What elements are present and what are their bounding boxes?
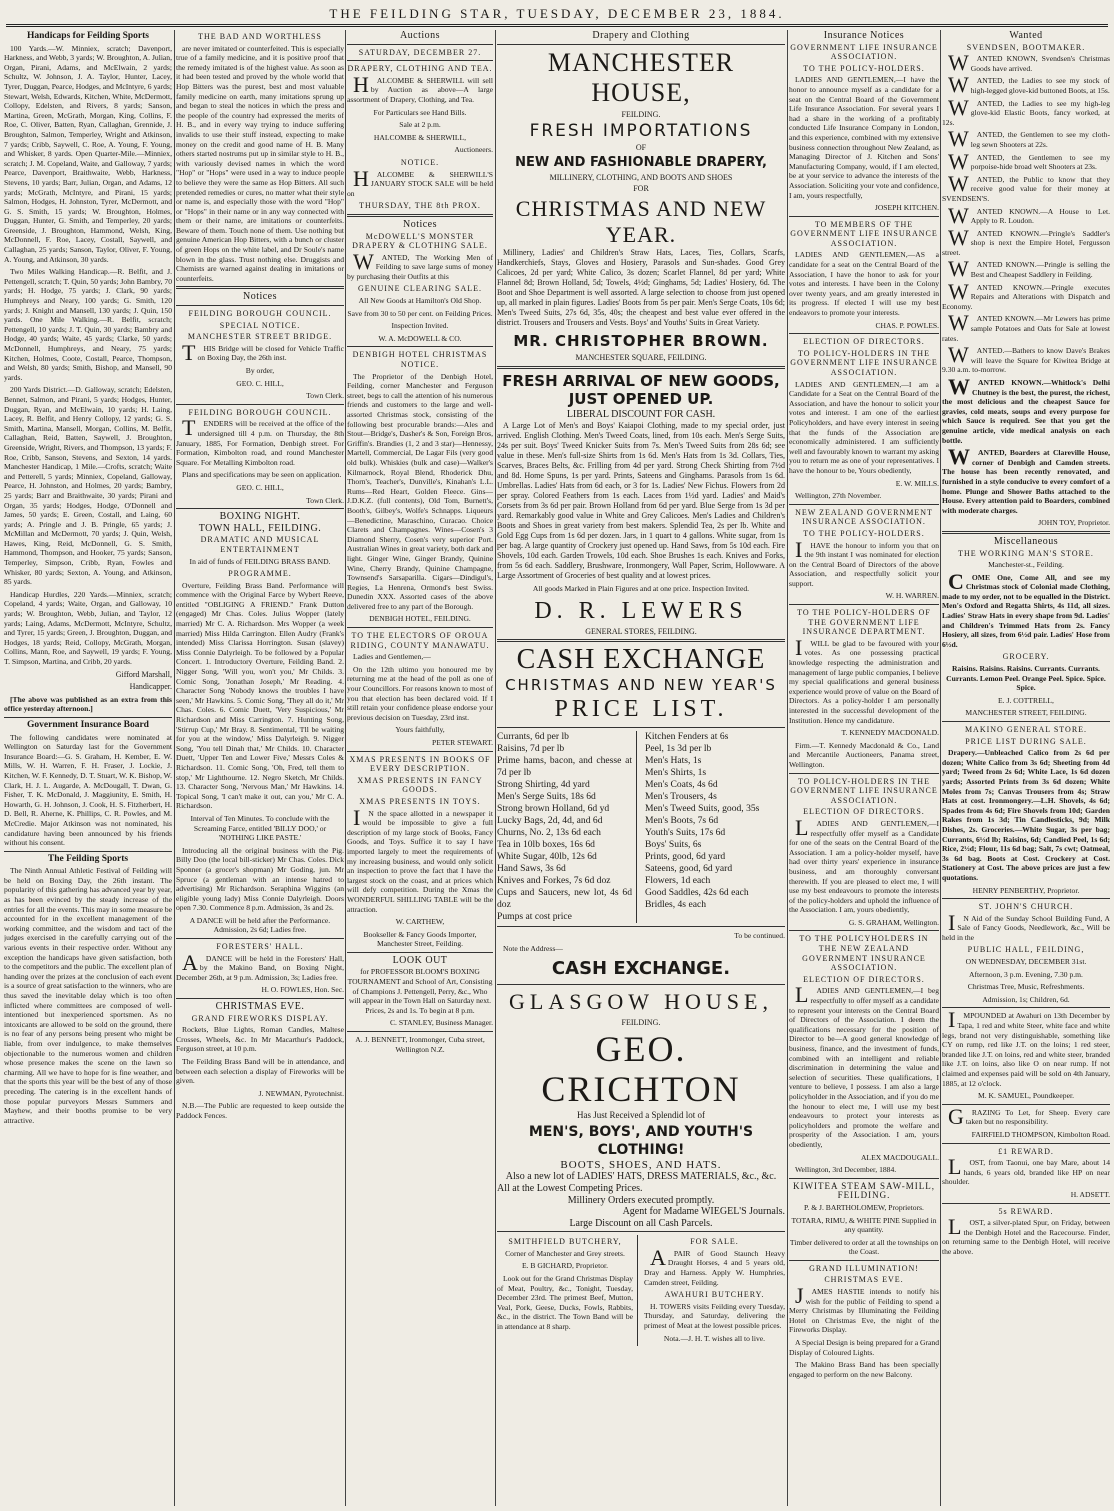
wanted-ad: WANTED KNOWN.—Pringle's Saddler's shop is next the Empire Hotel, Fergusson street. xyxy=(942,224,1110,257)
ad-heading: SVENDSEN, BOOTMAKER. xyxy=(966,42,1086,52)
ad-signature: H. ADSETT. xyxy=(1070,1189,1110,1199)
column-1 xyxy=(4,30,172,1506)
wanted-ad: WANTED, the Public to know that they receive good value for their money at SVENDSEN'S. xyxy=(942,170,1110,203)
divider xyxy=(497,639,785,642)
divider xyxy=(942,721,1110,722)
divider xyxy=(789,773,939,774)
smithfield-ad xyxy=(497,1235,638,1346)
price-list-item: Flowers, 1d each xyxy=(645,875,711,887)
ad-heading: CHRISTMAS EVE. xyxy=(824,1275,904,1285)
price-list-item: Good Saddles, 42s 6d each xyxy=(645,887,749,899)
column-divider xyxy=(345,30,346,1506)
ad-heading: BOXING NIGHT. xyxy=(219,511,301,523)
price-list-right xyxy=(645,731,785,923)
wanted-ad: WANTED, the Ladies to see my stock of high-legged glove-kid buttoned Boots, at 15s. xyxy=(948,72,1110,98)
ad-heading: NEW ZEALAND GOVERNMENT INSURANCE ASSOCIATION. xyxy=(795,507,933,527)
ad-line: Wellington, 3rd December, 1884. xyxy=(795,1165,897,1175)
divider xyxy=(789,333,939,334)
price-list-item: Bridles, 4s each xyxy=(645,899,707,911)
divider xyxy=(176,938,344,939)
price-list-item: Sateens, good, 6d yard xyxy=(645,863,733,875)
ad-line: Manchester-st., Feilding. xyxy=(988,560,1064,570)
ad-headline: CASH EXCHANGE xyxy=(516,644,766,676)
ad-subheading: PRICE LIST DURING SALE. xyxy=(965,736,1087,746)
divider xyxy=(789,504,939,505)
price-list-item: Men's Shirts, 1s xyxy=(645,767,707,779)
article-heading: Handicaps for Feilding Sports xyxy=(26,31,150,41)
ad-line: Ladies and Gentlemen,— xyxy=(353,652,431,662)
ad-body: TENDERS will be received at the office of the undersigned till 4 p.m. on Thursday, the 8th January, 1885, For Formation, Denbigh street. For Formation, Kimbolton road, and round Manchester Square. For Metalling Kimbolton road. xyxy=(176,415,344,467)
ad-line: E. B GICHARD, Proprietor. xyxy=(521,1261,609,1271)
price-list-item: Men's Tweed Suits, good, 35s xyxy=(645,803,760,815)
ad-signature: JOHN TOY, Proprietor. xyxy=(1038,518,1110,528)
column-2 xyxy=(176,30,344,1506)
ad-heading: FOR SALE. xyxy=(690,1237,739,1247)
ad-heading: DENBIGH HOTEL CHRISTMAS NOTICE. xyxy=(352,350,488,370)
divider xyxy=(497,1231,785,1232)
ad-body: On the 12th ultimo you honoured me by returning me at the head of the poll as one of your Councillors. For reasons known to most of you that election has been declared void. If I still retain your confidence please endorse your previous decision on Tuesday, 23rd inst. xyxy=(347,664,493,722)
ad-body: LADIES AND GENTLEMEN,—I beg respectfully to offer myself as a candidate to represent your interests on the Central Board of Directors of the Association. I deem the qualifications necessary for the position of Director to be—A good general knowledge of business, finance, and the investment of funds, combined with an intelligent and reliable discrimination in determining the value and selection of securities. These qualifications, I venture to believe, I possess. I am also a large policyholder in the Association, and if you do me the honour to elect me, I will use my best endeavours to protect your interests as policyholders and promote the welfare and prosperity of the Association. I am, yours obediently, xyxy=(789,982,939,1149)
divider xyxy=(347,60,493,61)
ad-line: Agent for Madame WIEGEL'S Journals. xyxy=(622,1206,785,1218)
ad-subheading: GENUINE CLEARING SALE. xyxy=(358,284,482,294)
ad-heading: ST. JOHN'S CHURCH. xyxy=(978,902,1074,912)
price-list-item: Strong Shirting, 4d yard xyxy=(497,779,590,791)
ad-body: APAIR of Good Staunch Heavy Draught Horses, 4 and 5 years old, Dray and Harness. Apply W. Humphries, Camden street, Feilding. xyxy=(644,1244,785,1287)
ad-body: H. TOWERS visits Feilding every Tuesday, Thursday, and Saturday, delivering the primest of Meat at the lowest possible prices. xyxy=(644,1301,785,1331)
ad-heading: KIWITEA STEAM SAW-MILL, FEILDING. xyxy=(792,1180,935,1201)
ad-body: HALCOMBE & SHERWILL will sell by Auction as above—A large assortment of Drapery, Clothing, and Tea. xyxy=(347,71,493,104)
ad-line: To be continued. xyxy=(734,931,785,941)
ad-body: Rockets, Blue Lights, Roman Candles, Maltese Crosses, Wheels, &c. In Mr Macarthur's Paddock, Ferguson street, at 10 p.m. xyxy=(176,1025,344,1054)
ad-body: The Feilding Brass Band will be in attendance, and between each selection a display of Fireworks will be given. xyxy=(176,1057,344,1086)
signature-title: Handicapper. xyxy=(129,682,172,692)
ad-signature: ALEX MACDOUGALL. xyxy=(860,1152,939,1162)
wanted-ad: WANTED, the Ladies to see my high-leg glove-kid Elastic Boots, fancy worked, at 12s. xyxy=(942,94,1110,127)
ad-line: DENBIGH HOTEL, FEILDING. xyxy=(369,614,471,624)
ad-subheading: TO THE POLICY-HOLDERS. xyxy=(803,528,925,538)
ad-line: Afternoon, 3 p.m. Evening, 7.30 p.m. xyxy=(969,969,1083,979)
price-list-item: Men's Serge Suits, 18s 6d xyxy=(497,791,596,803)
wanted-ad: WANTED KNOWN.—Pringle is selling the Best and Cheapest Saddlery in Feilding. xyxy=(948,256,1110,282)
ad-line: Save from 30 to 50 per cent. on Feilding Prices. xyxy=(347,308,493,318)
ad-heading: TO POLICY-HOLDERS IN THE GOVERNMENT LIFE INSURANCE ASSOCIATION. xyxy=(790,776,938,805)
ad-heading: TOWN HALL, FEILDING. xyxy=(198,522,322,534)
ad-line: FEILDING. xyxy=(621,1017,661,1027)
ad-line: All goods Marked in Plain Figures and at one price. Inspection Invited. xyxy=(532,584,750,594)
butchery-ads xyxy=(497,1235,785,1346)
price-list-item: Men's Coats, 4s 6d xyxy=(645,779,718,791)
ad-headline: MANCHESTER HOUSE, xyxy=(547,47,735,107)
ad-body: ADANCE will be held in the Foresters' Hall, by the Makino Band, on Boxing Night, December 26th, at 9 p.m. Admission, 3s; Ladies free. xyxy=(176,949,344,982)
ad-line: Inspection Invited. xyxy=(391,321,449,331)
price-list-item: Lucky Bags, 2d, 4d, and 6d xyxy=(497,815,603,827)
ad-line: Large Discount on all Cash Parcels. xyxy=(569,1217,713,1229)
divider xyxy=(789,930,939,931)
ad-body: GRAZING To Let, for Sheep. Every care taken but no responsibility. xyxy=(948,1103,1110,1129)
ad-line: PETER STEWART. xyxy=(432,738,493,747)
ad-heading: THURSDAY, THE 8th PROX. xyxy=(359,201,481,211)
price-list-left xyxy=(497,731,637,923)
divider xyxy=(497,366,785,369)
ad-heading: MAKINO GENERAL STORE. xyxy=(964,725,1088,734)
article-body: The Ninth Annual Athletic Festival of Feilding will be held on Boxing Day, the 26th instant. The popularity of this gathering has advanced year by year, as has been evinced by the steady increase of the entries for all the events. This may in some measure be accounted for in the excellent management of the working committee, and the wisdom and tact of the judges exercised in the carefully carrying out of the various events in their respective order. Without any exception the handicaps have given satisfaction, both to the competitors and the public. The excellent plan of handing over the prizes at the conclusion of each event is a source of great satisfaction to the winners, who are thus saved the inevitable delay which is too often inflicted where committees are composed of well-intentioned but inexperienced sportsmen. As no intoxicants are allowed to be sold on the ground, there is no fear of any persons being present who might be liable, from over indulgence, to make themselves objectionable to the numerous women and children whose presence makes the scene on the lawn so charming. All we have to hope for is fine weather, and that the sports this year will be the best of any of those preceding. The catering is in the excellent hands of those popular purveyors Messrs Summers and Mayhew, and their booths promise to be very attractive. xyxy=(4,866,172,1125)
price-list-item: Hand Saws, 3s 6d xyxy=(497,863,566,875)
divider xyxy=(942,1007,1110,1008)
ad-signature: G. S. GRAHAM, Wellington. xyxy=(848,917,939,927)
ad-headline: CHRISTMAS AND NEW YEAR. xyxy=(515,195,767,247)
ad-subheading: BOOTS, SHOES, AND HATS. xyxy=(560,1158,722,1171)
ad-signature: D. R. LEWERS xyxy=(534,597,748,624)
divider xyxy=(942,898,1110,899)
ad-line: MANCHESTER SQUARE, FEILDING. xyxy=(575,352,707,362)
section-heading: Miscellaneous xyxy=(993,535,1059,547)
ad-heading: SMITHFIELD BUTCHERY, xyxy=(508,1237,622,1247)
for-sale-ad xyxy=(644,1235,785,1346)
ad-line: Corner of Manchester and Grey streets. xyxy=(505,1248,625,1258)
column-5 xyxy=(789,30,939,1506)
column-divider xyxy=(495,30,496,1506)
ad-body: LOST, from Taonui, one bay Mare, about 14 hands, 6 years old, branded like HP on near shoulder. xyxy=(942,1154,1110,1187)
wanted-ad: WANTED.—Bathers to know Dave's Brakes will leave the Square for Kiwitea Bridge at 9.30 a.m. to-morrow. xyxy=(942,342,1110,375)
section-heading: Auctions xyxy=(399,30,441,41)
ad-heading: NOTICE. xyxy=(400,157,440,167)
ad-heading: THE BAD AND WORTHLESS xyxy=(198,32,322,41)
divider xyxy=(942,531,1110,534)
divider xyxy=(347,346,493,347)
divider xyxy=(347,214,493,217)
ad-body: HALCOMBE & SHERWILL'S JANUARY STOCK SALE will be held on xyxy=(347,165,493,198)
column-4 xyxy=(497,30,785,1506)
section-heading: Insurance Notices xyxy=(823,30,905,41)
ad-heading: CHRISTMAS EVE. xyxy=(215,1001,305,1013)
article-body: 100 Yards.—W. Minniex, scratch; Davenport, Harkness, and Webb, 3 yards; W. Broughton, A. Julian, Organ, Pirani, Adams, and McElwain, 2 yards; Schultz, W. Johnson, J. A. Taylor, Hunter, Lacey, Tyrer, Duggan, Pearce, Hodges, and McIntyre, 6 yards; Stewart, Welsh, Edwards, Kitchen, White, McDermott, Collopy, Edelsten, and Rivers, 8 yards; Sanson, Martina, Green, McGrath, Morgan, King, Collins, F. Roe, C. Oliver, Batten, Ryan, Callaghan, Grennide, J. Broughton, Salmon, Temperley, Wright and Atkinson, 7 yards; Cribb, Saywell, C. Roe, A. Young, F. Young, and Whisker, 8 yards. Open Quarter-Mile.—Minniex, scratch; J. M. Copeland, Waite, and Galloway, 7 yards; Pearce, Davenport, Braithwaite, Webb, Harkness, Stevens, 10 yards; Barr, Julian, Organ, and Adams, 12 yards; McGrath, McIntyre, and Pirani, 15 yards; Salmon, Hodges, H. Johnston, Tyrer, McDermott, and G. S. Smith, 15 yards; W. Broughton, Holmes, Duggan, Hunter, G. Smith, and Temperley, 20 yards; Greenside, J. Broughton, Hammond, Welsh, King, McDonnell, F. Roe, Lacey, Costall, Saywell, and Callaghan, 25 yards; Sanson, Taylor, Oliver, F. Young, A. Young, and Atkinson, 30 yards. xyxy=(4,43,172,264)
divider xyxy=(347,751,493,752)
ad-line: W. A. McDOWELL & CO. xyxy=(378,333,462,343)
wanted-ad: WANTED, the Gentlemen to see my porpoise-hide broad welt Shooters at 23s. xyxy=(948,148,1110,174)
ad-body: JAMES HASTIE intends to notify his wish for the public of Feilding to spend a Merry Christmas by Illuminating the Feilding Hotel on Christmas Eve, the night of the Fireworks Display. xyxy=(789,1283,939,1335)
divider xyxy=(942,1203,1110,1204)
ad-line: Millinery Orders executed promptly. xyxy=(567,1194,715,1206)
ad-subheading: FEILDING. xyxy=(621,109,661,119)
divider xyxy=(4,717,172,718)
ad-body: A Special Design is being prepared for a Grand Display of Coloured Lights. xyxy=(789,1338,939,1357)
ad-body: Look out for the Grand Christmas Display of Meat, Poultry, &c., Tonight, Tuesday, December 23rd. The primest Beef, Mutton, Veal, Pork, Geese, Ducks, Fowls, Rabbits, &c., in the district. The Town Band will be in attendance at 8 sharp. xyxy=(497,1274,633,1332)
ad-line: All New Goods at Hamilton's Old Shop. xyxy=(358,296,482,306)
ad-headline: GEO. CRICHTON xyxy=(541,1029,741,1110)
ad-body: Plans and specifications may be seen on application. xyxy=(182,470,342,480)
ad-line: Firm.—T. Kennedy Macdonald & Co., Land and Mercantile Auctioneers, Panama street, Wellington. xyxy=(789,740,939,769)
ad-signature: MR. CHRISTOPHER BROWN. xyxy=(513,331,769,350)
ad-line: GENERAL STORES, FEILDING. xyxy=(585,626,697,636)
section-heading: Notices xyxy=(242,291,278,303)
ad-heading: FORESTERS' HALL. xyxy=(216,942,304,952)
ad-subheading: LIBERAL DISCOUNT FOR CASH. xyxy=(566,408,716,420)
article-heading: Government Insurance Board xyxy=(27,719,149,730)
ad-body: LADIES AND GENTLEMEN,—I have the honor to announce myself as a candidate for a seat on the Central Board of the Government Life Insurance Association. For several years I had a share in the working of a profitably conducted Life Insurance Company in London, and this experience, combined with my extensive business connection throughout New Zealand, as Managing Director of J. Kitchen and Sons' Manufacturing Company, would, if I am elected, be at your service to advance the interests of the Association. Soliciting your vote and confidence, I am, yours respectfully, xyxy=(789,75,939,200)
price-list-item: Currants, 6d per lb xyxy=(497,731,569,743)
masthead: THE FEILDING STAR, TUESDAY, DECEMBER 23, 1884. xyxy=(329,6,785,21)
ad-body: N.B.—The Public are requested to keep outside the Paddock Fences. xyxy=(176,1101,344,1120)
ad-line: Sale at 2 p.m. xyxy=(399,120,441,130)
ad-line: Christmas Tree, Music, Refreshments. xyxy=(967,982,1085,992)
ad-heading: FEILDING BOROUGH COUNCIL. xyxy=(188,309,332,319)
ad-heading: McDOWELL'S MONSTER DRAPERY & CLOTHING SALE. xyxy=(352,231,488,251)
ad-line: OF xyxy=(635,143,647,153)
ad-line: GEO. C. HILL, xyxy=(236,482,284,492)
ad-subheading: ELECTION OF DIRECTORS. xyxy=(803,974,925,984)
ad-subheading: TO THE POLICY-HOLDERS. xyxy=(803,63,925,73)
ad-heading: TO POLICY-HOLDERS IN THE GOVERNMENT LIFE INSURANCE ASSOCIATION. xyxy=(790,348,938,377)
price-list-item: Kitchen Fenders at 6s xyxy=(645,731,729,743)
price-list xyxy=(497,727,785,927)
article-body: The following candidates were nominated at Wellington on Saturday last for the Government Insurance Board:—G. S. Graham, H. Kember, E. W. Mills, W. H. Warren, F. H. Fraser, J. Lockie, J. Kitchen, W. F. Kennedy, D. T. Stuart, W. K. Bishop, W. Clark, H. J. L. Augarde, A. McDougall, T. Dwan, G. Fisher, T. K. McDonald, J. Maggiunity, E. Smith, H. Howarth, G. H. Johnson, J. Cook, H. S. Fitzherbert, H. D. Bell, R. Aherne, K. Phillips, C. R. Powles, and M. McCredie. Major Atkinson was not nominated, his candidature having been announced by his friends without his consent. xyxy=(4,732,172,848)
price-list-item: Strong brown Holland, 6d yd xyxy=(497,803,610,815)
wanted-ad: WANTED KNOWN, Svendsen's Christmas Goods have arrived. xyxy=(948,50,1110,76)
ad-line: ON WEDNESDAY, DECEMBER 31st. xyxy=(965,957,1087,967)
section-heading: Drapery and Clothing xyxy=(592,30,690,41)
ad-line: H. O. FOWLES, Hon. Sec. xyxy=(261,985,344,995)
divider xyxy=(789,1260,939,1261)
ad-body: Overture, Feilding Brass Band. Performance will commence with the Original Farce by Wybert Reeve, entitled "OBLIGING A FRIEND." Frank Dutton (engaged) Mr Chas. Coles. Julius Wopper (lately married) Mr C. A. Richardson. Mrs Wopper (a week married) Miss Hilda Carrington. Ellen Audry (Frank's intended) Miss Clarissa Horrington. Susan (slavey) Miss Connie Dalyrleigh. To be followed by a Popular Concert. 1. Introductory Overture, Feilding Band. 2. Nigger Song, 'Will you, won't you,' Mr Childs. 3. Comic Song, 'Jonathan Joseph,' Mr Reading. 4. Character Song 'Nobody knows the troubles I have seen,' Mr Hawkins. 5. Comic Song, 'They all do it,' Mr Chas. Coles. 6. Comic Duett, 'Very Suspicious,' Mr Richardson and Miss Carrington. 7. Hunting Song, 'Stirrup Cup,' Mr Bray. 8. Sentimental, 'I'll be waiting for you at the window,' Miss Dalyrleigh. 9. Nigger Song, 'You tell Dinah that,' Mr Childs. 10. Character Duett, 'Upper Ten and Lower Five,' Messrs Coles & Richardson. 11. Comic Song, 'Oh, Fred, tell them to stop,' Mr Lighthourne. 12. Negro Sketch, Mr Childs. 13. Character Song, 'Nervous Man,' Mr Hawkins. 14. Topical Song, 'I can't make it out, can you,' Mr C. A. Richardson. xyxy=(176,580,344,811)
ad-heading: DRAPERY, CLOTHING AND TEA. xyxy=(347,64,493,74)
article-body: Two Miles Walking Handicap.—R. Belfit, and J. Pettengell, scratch; T. Quin, 50 yards; John Bambry, 70 yards; H. Hodge, 75 yards; J. Clark, 90 yards; Humphreys and Neary, 100 yards; G. Smith, 120 yards; J. Knight and Mansell, 130 yards; J. Quin, 150 yards. One Mile Walking.—R. Belfit, scratch; Pettengell, 10 yards; J. T. Quin, 30 yards; Bambry and Hodge, 40 yards; Waite, 45 yards; Clarke, 50 yards; McDonnell, Humphreys, and Neary, 75 yards; Kitchen, Holmes, Coote, Costall, Pearce, Thompson, and Welsh, 80 yards; Smith, Bishop, and Mansell, 90 yards. xyxy=(4,267,172,382)
ad-body: IMPOUNDED at Awahuri on 13th December by Tapa, 1 red and white Steer, white face and white legs, brand not very distinguishable, something like CY on rump, red like J.T. on the loins; 1 red steer, branded like J.T. on loins, red and white steer, branded like J.T. on loins, also like O on near rump. If not claimed and expenses paid will be sold on 4th January, 1885, at 12 o'clock. xyxy=(942,1007,1110,1088)
ad-line: Bookseller & Fancy Goods Importer, Manchester Street, Feilding. xyxy=(363,929,477,949)
ad-body: COME One, Come All, and see my Christmas stock of Colonial made Clothing, made to my order, not to be equalled in the District. Men's Oxford and Regatta Shirts, 4s 11d, all sizes. Ladies' Straw Hats in every shape from 9d. Ladies' and Children's Trimmed Hats from 2s. Fancy Hosiery, all sizes, from 6½d pair. Ladies' Hose from 6½d. xyxy=(942,568,1110,649)
ad-subheading: ELECTION OF DIRECTORS. xyxy=(803,807,925,817)
ad-subheading: MILLINERY, CLOTHING, AND BOOTS AND SHOES xyxy=(549,172,733,182)
divider xyxy=(176,998,344,999)
price-list-item: Youth's Suits, 17s 6d xyxy=(645,827,726,839)
price-list-item: Men's Trousers, 4s xyxy=(645,791,717,803)
ad-heading: THE WORKING MAN'S STORE. xyxy=(958,548,1094,558)
ad-heading: TO THE POLICY-HOLDERS OF THE GOVERNMENT LIFE INSURANCE DEPARTMENT. xyxy=(797,608,931,637)
ad-heading: 5s REWARD. xyxy=(998,1206,1054,1216)
ad-heading: TO MEMBERS OF THE GOVERNMENT LIFE INSURANCE ASSOCIATION. xyxy=(790,219,938,248)
ad-heading: TO THE POLICYHOLDERS IN THE NEW ZEALAND GOVERNMENT INSURANCE ASSOCIATION. xyxy=(799,934,929,973)
ad-headline: FRESH ARRIVAL OF NEW GOODS, xyxy=(502,371,780,390)
ad-heading: GOVERNMENT LIFE INSURANCE ASSOCIATION. xyxy=(790,42,938,62)
section-heading: Notices xyxy=(402,218,438,230)
divider xyxy=(942,1143,1110,1144)
ad-heading: AWAHURI BUTCHERY. xyxy=(664,1290,765,1300)
ad-signature: FAIRFIELD THOMPSON, Kimbolton Road. xyxy=(971,1129,1110,1139)
divider xyxy=(176,286,344,289)
ad-signature: W. H. WARREN. xyxy=(885,591,939,601)
ad-signature: T. KENNEDY MACDONALD. xyxy=(841,728,939,738)
ad-body: LADIES AND GENTLEMEN,—I am a Candidate for a Seat on the Central Board of the Association, and have the honour to solicit your votes and interest. I am one of the earliest Policyholders, and have every interest in seeing that the funds of the Association are economically administered. I am sufficiently well and favourably known to warrant my asking you to return me as one of your representatives. I have the honour to be, Yours obediently, xyxy=(789,379,939,475)
ad-heading: XMAS PRESENTS IN FANCY GOODS. xyxy=(357,775,483,795)
ad-signature: CHAS. P. POWLES. xyxy=(875,320,939,330)
ad-body: are never imitated or counterfeited. This is especially true of a family medicine, and it is positive proof that the remedy imitated is of the highest value. As soon as it had been tested and proved by the whole world that Hop Bitters was the purest, best and most valuable family medicine on earth, many imitations sprung up and began to steal the notices in which the press and the people of the country had expressed the merits of H. B., and in every way trying to induce suffering invalids to use their stuff instead, expecting to make money on the credit and good name of H. B. Many others started nostrums put up in similar style to H. B., with variously devised names in which the word "Hop" or "Hops" were used in a way to induce people to believe they were the same as Hop Bitters. All such pretended remedies or cures, no matter what their style or name is, and especially those with the word "Hop" or "Hops" in their name or in any way connected with them or their name, are imitations or counterfeits. Beware of them. Touch none of them. Use nothing but genuine American Hop Bitters, with a bunch or cluster of green Hops on the white label, and Dr Soule's name blown in the glass. Trust nothing else. Druggists and Chemists are warned against dealing in imitations or counterfeits. xyxy=(176,43,344,283)
ad-line: Has Just Received a Splendid lot of xyxy=(577,1110,705,1121)
price-list-item: Tea in 10lb boxes, 16s 6d xyxy=(497,839,595,851)
divider xyxy=(176,404,344,405)
price-list-item: Prints, good, 6d yard xyxy=(645,851,726,863)
ad-body: The Makino Brass Band has been specially engaged to perform on the new Balcony. xyxy=(789,1360,939,1379)
ad-heading: XMAS PRESENTS IN BOOKS OF EVERY DESCRIPTION. xyxy=(349,754,491,774)
ad-line: HALCOMBE & SHERWILL, xyxy=(373,132,467,142)
ad-subheading: GROCERY. xyxy=(1002,652,1050,662)
ad-line: Auctioneers. xyxy=(454,145,493,155)
divider xyxy=(176,508,344,509)
ad-body: LADIES AND GENTLEMEN,—AS a candidate for a seat on the Central Board of the Association, I have the honor to ask for your votes and interests. I have been in the Colony over twenty years, and am greatly interested in its progress. If elected I will use my best endeavors to promote your interests. xyxy=(789,250,939,318)
ad-headline: CHRISTMAS AND NEW YEAR'S xyxy=(505,676,777,695)
ad-body: Raisins. Raisins. Raisins. Currants. Currants. Currants. Lemon Peel. Orange Peel. Spice. Spice. Spice. xyxy=(946,664,1106,693)
price-list-item: Boys' Suits, 6s xyxy=(645,839,702,851)
ad-line: All at the Lowest Competing Prices. xyxy=(497,1182,643,1194)
divider xyxy=(789,216,939,217)
price-list-item: Prime hams, bacon, and chesse at 7d per lb xyxy=(497,755,632,779)
ad-signature: M. K. SAMUEL, Poundkeeper. xyxy=(978,1091,1074,1101)
ad-line: C. STANLEY, Business Manager. xyxy=(389,1018,493,1028)
divider xyxy=(347,44,493,45)
article-heading: The Feilding Sports xyxy=(47,853,129,864)
ad-body: THIS Bridge will be closed for Vehicle Traffic on Boxing Day, the 26th inst. xyxy=(182,339,344,365)
ad-line: FOR xyxy=(633,184,649,194)
ad-body: LADIES AND GENTLEMEN,—I respectfully offer myself as a Candidate for one of the seats on the Central Board of the Association. I am a policy-holder myself, have had over thirty years' experience in insurance business, and am thoroughly conversant therewith. If you are pleased to elect me, I will use my best endeavours to promote the interests of the policy-holders and uphold the influence of the Association. I am, yours obediently, xyxy=(789,814,939,915)
ad-line: Timber delivered to order at all the townships on the Coast. xyxy=(789,1237,939,1257)
wanted-ad: WANTED KNOWN.—Mr Lewers has prime sample Potatoes and Oats for Sale at lowest rates. xyxy=(942,310,1110,343)
ad-body: IWILL be glad to be favoured with your votes. As one possessing practical knowledge respecting the administration and management of large public companies, I believe my special qualifications and general business experience would prove of value on the Board of Directors. As a policy-holder I am personally interested in the successful development of the Institution. Hence my candidature. xyxy=(789,634,939,725)
ad-line: TOTARA, RIMU, & WHITE PINE Supplied in any quantity. xyxy=(791,1215,937,1235)
ad-line: MANCHESTER STREET, FEILDING. xyxy=(965,708,1087,718)
ad-line: For Particulars see Hand Bills. xyxy=(373,107,467,117)
ad-heading: ELECTION OF DIRECTORS. xyxy=(803,337,925,347)
ad-line: Interval of Ten Minutes. To conclude with the Screaming Farce, entitled 'BILLY DOO,' or 'NOTHING LIKE PASTE.' xyxy=(190,813,330,843)
ad-body: Millinery, Ladies' and Children's Straw Hats, Laces, Ties, Collars, Scarfs, Handkerchiefs, Stays, Gloves and Hosiery, Parasols and Sun-shades. Good Grey Calicoes, 2d per yard; White Calico, 3s dozen; Scarlet Flannel, 8d per yard; White Flannel 8d; Brown Holland, 5d; Towels, 4½d; Ginghams, 5d; Ladies' Hosiery, 6d. The Boot and Shoe Department is well assorted. A large selection to choose from just opened up, all marked in plain figures. Ladies' Boots from 5s per pair. Men's Serge Coats, 10s 6d; Men's Tweed Suits, 27s 6d, 35s, 40s; the cheapest and best value ever offered in the district. Trousers and Trousers and Vests. Boys' and Youths' Suits in Great Variety. xyxy=(497,247,785,327)
ad-body: A Large Lot of Men's and Boys' Kaiapoi Clothing, made to my special order, just arrived. English Clothing. Men's Tweed Coats, lined, from 10s each. Men's Serge Suits, 24s per suit. Boys' Tweed Knicker Suits from 7s. Men's Tweed Suits from 28s 6d; see value in these. Men's full-size Shirts from 1s 6d. Men's Hats from 1s 3d. Collars, Ties, Scarves, Braces Belts, &c. Frilling from 4d per yard. Strong Check Shirting from 7½d and 8d. Home Spuns, 1s per yard. Prints, Sateens and Ginghams. Parasols from 1s 6d. Umbrellas. Ladies' Hats from 6d each, or 3 for 1s. Ladies' New Fichus. Flowers from 2d per spray. Colored Feathers from 1s each. Laces from 1½d yard. Ladies' and Maid's Corsets from 3s 6d per pair. Brown Holland from 6d per yard. Blue Serge from 1s 3d per yard. Remarkably good value in White and Grey Calicoes. Men's Ladies and Children's Boots and Shoes in great variety from best makers. Splendid Tea, 2s per lb. White and Gold Egg Cups from 1s 6d per dozen. Jars, in 1 quart to 4 gallons. White sugar, from 1s per bag. A large quantity of Crockery just opened up. Hand Saws, from 5s 10d each. Fire Shovels, 10d each. Garden Trowels, 10d each. Shoe Brushes 1s each. Knives and Forks, from 5s 6d each. Saddlery, Brushware, Ironmongery, Wall Paper, Scrim, Hollowware. A Large Assortment of Groceries of best quality and at lowest prices. xyxy=(497,421,785,581)
ad-subheading: DRAMATIC AND MUSICAL ENTERTAINMENT xyxy=(200,535,320,554)
ad-subheading: GRAND FIREWORKS DISPLAY. xyxy=(191,1013,329,1023)
column-divider xyxy=(174,30,175,1506)
ad-line: Note the Address— xyxy=(503,943,563,953)
ad-line: A. J. BENNETT, Ironmonger, Cuba street, Wellington N.Z. xyxy=(355,1035,485,1054)
price-list-item: White Sugar, 40lb, 12s 6d xyxy=(497,851,597,863)
price-list-item: Raisins, 7d per lb xyxy=(497,743,565,755)
divider xyxy=(347,952,493,953)
section-heading: Wanted xyxy=(1009,30,1043,41)
ad-heading: LOOK OUT xyxy=(392,954,448,966)
ad-subheading: MANCHESTER STREET BRIDGE. xyxy=(187,332,333,342)
ad-headline: NEW AND FASHIONABLE DRAPERY, xyxy=(515,154,767,170)
price-list-item: Peel, 1s 3d per lb xyxy=(645,743,712,755)
masthead-rule xyxy=(6,24,1108,27)
ad-line: W. CARTHEW, xyxy=(395,917,445,927)
ad-headline: JUST OPENED UP. xyxy=(568,389,714,408)
wanted-ad: WANTED KNOWN.—Whitlock's Delhi Chutney is the best, the purest, the richest, the most delicious and the cheapest Sauce for gravies, cold meats, soups and every purpose for which Sauce is required. See that you get the genuine article, vide medical analysis on each bottle. xyxy=(942,374,1110,445)
article-body: 200 Yards District.—D. Galloway, scratch; Edelsten, Bennet, Salmon, and Pirani, 5 yards; Hodges, Hunter, Duggan, Ryan, and McElwain, 10 yards; H. Laing, Lacey, R. Belfit, and Henry Collopy, 12 yards; G. S. Smith, Martina, Mansell, Morgan, Collins, M. Belfit, Callaghan, Reid, Batten, Saywell, J. Broughton, Greenside, Wright, Rivers, and Thompson, 13 yards; F. Roe, Cribb, Sanson, Stevens, and Sexton, 14 yards. Manchester Handicap, 1 Mile.—Crofts, scratch; Waite and Petterell, 5 yards; Minniex, Copeland, Galloway, Pearce, H. Johnston, and Holmes, 20 yards; Bambry, 25 yards; Barr and Braithwaite, 30 yards; Pirani and Organ, 35 yards; Hodges, Hodge, O'Donnell and James, 50 yards; E. Green, Costall, and Laing, 60 yards; A. Pringle and J. B. Pringle, 65 yards; J. McMillan and McDermott, 70 yards; J. Quin, Welsh, Hawes, King, Reid, McDonnell, G. S. Smith, Hammond, Thompson, and Hooker, 75 yards; Sanson, Temperley, Simpson, Cribb, Ryan, Fowles and Whisker, 80 yards; Sexton, A. Young, and Atkinson, 85 yards. xyxy=(4,385,172,587)
divider xyxy=(497,44,785,45)
divider xyxy=(4,851,172,852)
ad-subheading: PROGRAMME. xyxy=(228,569,292,579)
editor-note: [The above was published as an extra from this office yesterday afternoon.] xyxy=(4,694,172,714)
ad-body: for PROFESSOR BLOOM'S BOXING TOURNAMENT and School of Art, Consisting of Champions J. Pettengell, Perry, &c., Who will appear in the Town Hall on Saturday next. Prices, 2s and 1s. To begin at 8 p.m. xyxy=(347,967,493,1015)
wanted-ad: WANTED KNOWN.—Pringle executes Repairs and Alterations with Dispatch and Economy. xyxy=(942,278,1110,311)
divider xyxy=(347,627,493,628)
ad-headline: CASH EXCHANGE. xyxy=(551,957,731,979)
price-list-item: Men's Hats, 1s xyxy=(645,755,702,767)
ad-signature: E. J. COTTRELL, xyxy=(998,695,1054,705)
ad-line: Wellington, 27th November. xyxy=(795,491,882,501)
column-divider xyxy=(940,30,941,1506)
ad-body: WANTED, The Working Men of Feilding to save large sums of money by purchasing their Outfits at this xyxy=(347,248,493,281)
ad-line: By order, xyxy=(245,366,275,375)
price-list-item: Churns, No. 2, 13s 6d each xyxy=(497,827,601,839)
ad-signature: HENRY PENBERTHY, Proprietor. xyxy=(972,885,1080,895)
ad-headline: MEN'S, BOYS', AND YOUTH'S CLOTHING! xyxy=(528,1123,754,1158)
ad-body: Introducing all the original business with the Pig. Billy Doo (the local bill-sticker) Mr Chas. Coles. Dick Sponner (a grocer's shopman) Mr Goding, jun. Mr Spruce (a gentleman with an intense hatred to advertising) Mr Richardson. Seraphina Wiggins (an eligible young lady) Miss Connie Dalyrleigh. Doors open 7.30. Commence 8 p.m. Admission, 3s and 2s. xyxy=(176,845,344,913)
ad-headline: PRICE LIST. xyxy=(554,696,728,723)
ad-line: J. NEWMAN, Pyrotechnist. xyxy=(258,1088,344,1098)
price-list-item: Men's Boots, 7s 6d xyxy=(645,815,719,827)
ad-signature: E. W. MILLS. xyxy=(895,478,939,488)
divider xyxy=(942,1104,1110,1105)
ad-heading: SATURDAY, DECEMBER 27. xyxy=(358,47,482,57)
divider xyxy=(176,305,344,306)
ad-line: Town Clerk. xyxy=(306,391,344,401)
ad-line: Yours faithfully, xyxy=(395,725,445,735)
ad-line: Nota.—J. H. T. wishes all to live. xyxy=(663,1333,766,1343)
column-3 xyxy=(347,30,493,1506)
signature: Gifford Marshall, xyxy=(115,669,172,679)
ad-body: IN the space allotted in a newspaper it would be impossible to give a full description of my large stock of Books, Fancy Goods, and Toys. Suffice it to say I have imported largely to meet the requirements of my increasing business, and would only solicit an inspection to prove the fact that I have the largest stock on the coast, and at prices which will defy competition. During the Xmas the WONDERFUL SHILLING TABLE will be the attraction. xyxy=(347,804,493,914)
ad-body: IHAVE the honour to inform you that on the 9th instant I was nominated for election on the Central Board of Directors of the above Association, and respectfully solicit your support. xyxy=(789,536,939,588)
ad-signature: JOSEPH KITCHEN. xyxy=(874,203,939,213)
ad-line: Also a new lot of LADIES' HATS, DRESS MATERIALS, &c., &c. xyxy=(505,1171,777,1183)
ad-heading: £1 REWARD. xyxy=(998,1146,1054,1156)
price-list-item: Knives and Forkes, 7s 6d doz xyxy=(497,875,611,887)
ad-heading: FEILDING BOROUGH COUNCIL. xyxy=(188,407,332,417)
ad-line: GEO. C. HILL, xyxy=(236,378,284,388)
ad-body: LOST, a silver-plated Spur, on Friday, between the Denbigh Hotel and the Racecourse. Finder, on returning same to the Denbigh Hotel, will receive the above. xyxy=(942,1214,1110,1256)
ad-headline: FRESH IMPORTATIONS xyxy=(529,121,753,142)
ad-headline: GLASGOW HOUSE, xyxy=(509,988,773,1014)
ad-line: Town Clerk. xyxy=(306,495,344,505)
ad-subheading: PUBLIC HALL, FEILDING, xyxy=(967,945,1085,955)
wanted-ad: WANTED, the Gentlemen to see my cloth-leg sewn Shooters at 22s. xyxy=(948,126,1110,152)
divider xyxy=(789,604,939,605)
divider xyxy=(497,984,785,985)
column-divider xyxy=(787,30,788,1506)
wanted-ad: WANTED, Boarders at Clareville House, corner of Denbigh and Camden streets. The house has been recently renovated, and furnished in a style conducive to every comfort of a home. Plunge and Shower Baths attached to the House. Every attention paid to Boarders, combined with moderate charges. xyxy=(942,444,1110,515)
ad-line: P. & J. BARTHOLOMEW, Proprietors. xyxy=(804,1202,924,1212)
price-list-item: Cups and Saucers, new lot, 4s 6d doz xyxy=(497,887,632,911)
divider xyxy=(347,1031,493,1032)
divider xyxy=(789,1178,939,1179)
ad-line: Admission, 1s; Children, 6d. xyxy=(982,994,1070,1004)
price-list-item: Pumps at cost price xyxy=(497,911,572,923)
ad-subheading: SPECIAL NOTICE. xyxy=(219,320,301,330)
wanted-ad: WANTED KNOWN.—A House to Let. Apply to R. Loudon. xyxy=(948,202,1110,228)
ad-heading: GRAND ILLUMINATION! xyxy=(809,1263,919,1273)
column-6 xyxy=(942,30,1110,1506)
ad-line: In aid of funds of FEILDING BRASS BAND. xyxy=(189,556,331,566)
ad-line: A DANCE will be held after the Performance. Admission, 2s 6d; Ladies free. xyxy=(189,915,331,935)
ad-body: Drapery.—Unbleached Calico from 2s 6d per dozen; White Calico from 3s 6d; Sheeting from 4d yard; Tweed from 2s 6d; White Lace, 1s 6d dozen yards; Assorted Prints from 3s 6d dozen; White Moles from 7s; Canvas Trousers from 4s; Straw Hats at cost. Ironmongery.—L.H. Shovels, 4s 6d; Spades from 4s 6d; Fire Shovels from 10d; Garden Rakes from 1s 3d; Tin Candlesticks, 9d; Milk Dishes, 2s. Groceries.—White Sugar, 3s per bag; Currants, 6½d lb; Raisins, 6d; Candied Peel, 1s 6d; Rice, 2½d; Flour, 11s 6d bag; Salt, 7s cwt; Oatmeal, 3s 6d bag. Boots at Cost. Crockery at Cost. Stationery at Cost. The above prices are just a few quotations. xyxy=(942,748,1110,882)
ad-body: The Proprietor of the Denbigh Hotel, Feilding, corner Manchester and Ferguson street, begs to call the attention of his numerous friends and customers to the large and well-assorted Christmas stock, consisting of the following best procurable brands:—Ales and Stout—Bridge's, Dasher's & Son, Foreign Bros, Griffin's. Brandies (1, 2 and 3 star)—Hennessy, Martell, Commercial, De Lagar Fils (very good old bulk). Whiskies (bulk and case)—Walker's Kilmarnock, Royal Blend, Rhoderick Dhu, Thorn's, Teacher's, Dunville's, Kinahan's L.L. Rums—Red Heart, Golden Fleece. Gins—J.D.K.Z. (full contents), Old Tom, Burnett's, Booth's, Gilbey's, Wolfe's Schnapps. Liqueurs—Benedictine, Maraschino, Curacao. Choice Clarets and Champagnes. Wines—Cosen's 3 Diamond Sherry, Cosen's very superior Port. Australian Wines in great variety, both dark and light. Ginger Wine, Ginger Brandy, Quinine Wine, Cherry Brandy, Quinine Champagne, Townsend's Sarsaparilla. Cigars—Dindigul's, Regies, La Henrena, Ormond's best Swiss. Dunedin XXX. Assorted cases of the above delivered free to any part of the Borough. xyxy=(347,371,493,611)
ad-heading: XMAS PRESENTS IN TOYS. xyxy=(359,796,481,806)
ad-heading: TO THE ELECTORS OF OROUA RIDING, COUNTY MANAWATU. xyxy=(350,631,490,650)
article-body: Handicap Hurdles, 220 Yards.—Minniex, scratch; Copeland, 4 yards; Waite, Organ, and Galloway, 10 yards; W. Broughton, Webb, Julian, and Taylor, 12 yards; Laing, Adams, McDermott, McIntyre, Schultz, and Tyrer, 15 yards; Green, J. Broughton, Duggan, and Hodges, 18 yards; Reid, Collopy, McGrath, Morgan, Collins, Mann, Roe, and Saywell, 19 yards; F. Young, T. Simpson, Martina, and Cribb, 20 yards. xyxy=(4,589,172,666)
ad-body: IN Aid of the Sunday School Building Fund, A Sale of Fancy Goods, Needlework, &c., Will be held in the xyxy=(942,909,1110,942)
